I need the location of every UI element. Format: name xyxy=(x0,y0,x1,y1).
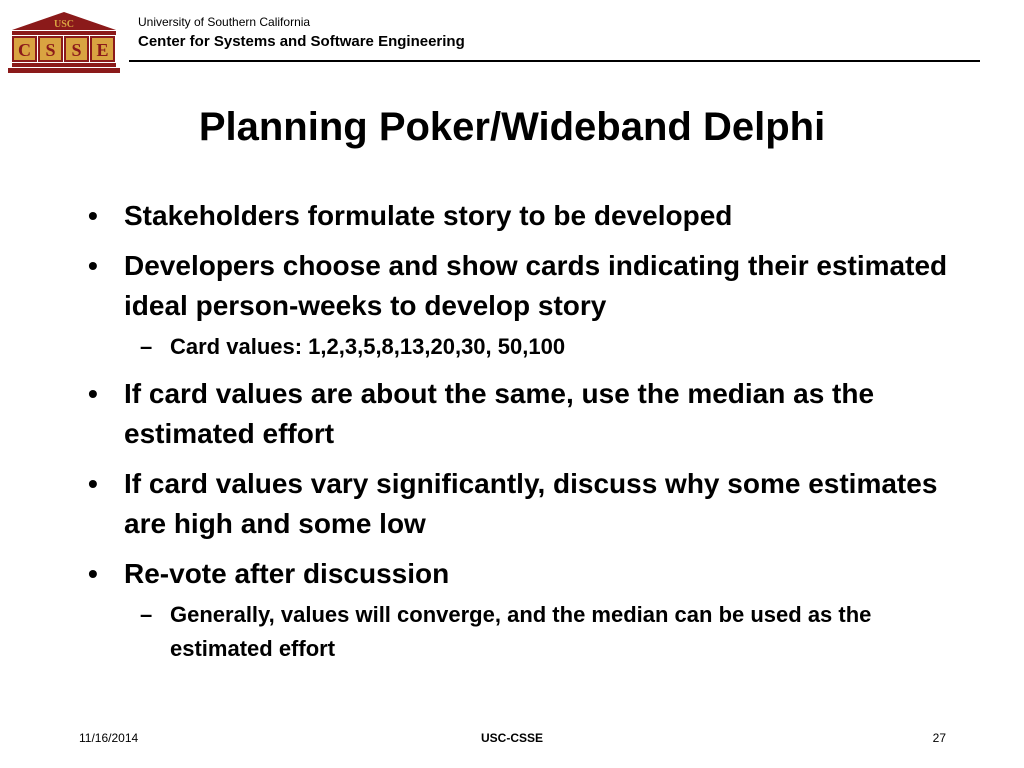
logo-letter-s2: S xyxy=(71,40,82,60)
center-name: Center for Systems and Software Engineering xyxy=(138,33,465,50)
logo-letter-c: C xyxy=(18,40,31,60)
sub-bullet-text: Generally, values will converge, and the median can be used as the estimated effort xyxy=(170,602,872,661)
bullet-mark: • xyxy=(88,558,98,589)
bullet-item xyxy=(86,246,976,326)
bullet-mark: • xyxy=(88,468,98,499)
footer-date: 11/16/2014 xyxy=(79,731,139,745)
page-number: 27 xyxy=(932,731,946,745)
bullet-text: If card values vary significantly, discuss why some estimates are high and some low xyxy=(124,468,938,539)
bullet-text: Developers choose and show cards indicating their estimated ideal person-weeks to develop story xyxy=(124,250,948,321)
bullet-text: Stakeholders formulate story to be developed xyxy=(124,200,733,231)
logo-base-1 xyxy=(12,63,116,67)
bullet-item xyxy=(86,464,976,544)
logo-letter-s1: S xyxy=(45,40,56,60)
sub-bullet-mark: – xyxy=(140,334,153,359)
footer-center-label: USC-CSSE xyxy=(480,731,543,745)
bullet-mark: • xyxy=(88,250,98,281)
sub-bullet-mark: – xyxy=(140,602,153,627)
logo-usc-text: USC xyxy=(53,19,75,30)
bullet-item xyxy=(86,374,976,454)
slide-title: Planning Poker/Wideband Delphi xyxy=(198,105,826,149)
logo-beam xyxy=(12,31,116,35)
bullet-text: If card values are about the same, use the median as the estimated effort xyxy=(124,378,875,449)
bullet-text: Re-vote after discussion xyxy=(124,558,450,589)
bullet-list xyxy=(86,196,976,676)
bullet-item xyxy=(86,196,976,236)
logo-letter-e: E xyxy=(96,40,109,60)
usc-csse-logo xyxy=(8,10,120,74)
bullet-item xyxy=(86,554,976,594)
university-name: University of Southern California xyxy=(138,15,311,29)
header-divider xyxy=(129,60,980,62)
sub-bullet-item xyxy=(86,598,976,666)
sub-bullet-item xyxy=(86,330,976,364)
logo-base-2 xyxy=(8,68,120,73)
bullet-mark: • xyxy=(88,378,98,409)
sub-bullet-text: Card values: 1,2,3,5,8,13,20,30, 50,100 xyxy=(170,334,566,359)
bullet-mark: • xyxy=(88,200,98,231)
header-text xyxy=(138,14,465,52)
